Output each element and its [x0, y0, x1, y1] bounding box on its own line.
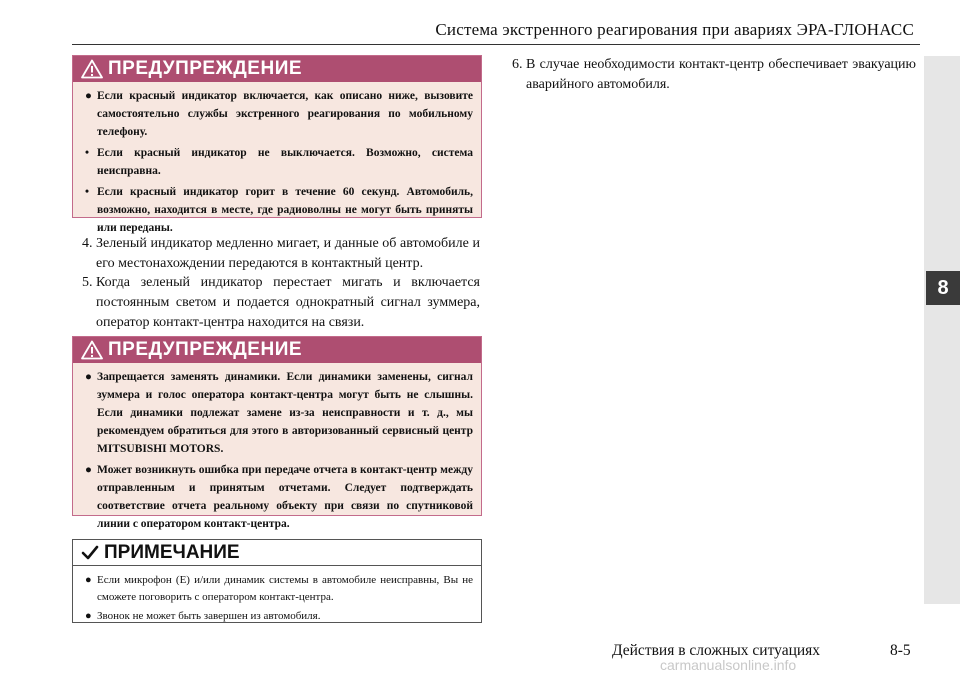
warning-box-body — [73, 363, 481, 540]
step-6 — [512, 55, 916, 95]
bullet-marker: ● — [85, 90, 92, 102]
bullet-marker: ● — [85, 574, 92, 586]
note-item — [83, 608, 473, 625]
warning-item-text: Если красный индикатор не выключается. Возможно, система неисправна. — [97, 147, 473, 177]
note-box-header — [73, 540, 481, 566]
warning-item — [83, 144, 473, 180]
warning-box-title: ПРЕДУПРЕЖДЕНИЕ — [108, 58, 303, 79]
header-divider — [72, 44, 920, 45]
note-item-text: Если микрофон (E) и/или динамик системы в автомобиле неисправны, Вы не сможете поговорить с оператором контакт-центра. — [97, 574, 473, 603]
warning-box-header — [73, 56, 481, 82]
warning-triangle-icon — [81, 340, 103, 360]
chapter-tab[interactable]: 8 — [926, 271, 960, 305]
bullet-marker: • — [85, 147, 90, 159]
step-5 — [82, 273, 480, 333]
step-4 — [82, 234, 480, 274]
bullet-marker: • — [85, 186, 90, 198]
step-text: В случае необходимости контакт-центр обеспечивает эвакуацию аварийного автомобиля. — [526, 57, 916, 92]
warning-box-1 — [72, 55, 482, 234]
step-text: Зеленый индикатор медленно мигает, и данные об автомобиле и его местонахождении передаются в контактный центр. — [96, 236, 480, 271]
note-box-body — [73, 566, 481, 631]
page-header-title: Система экстренного реагирования при авариях ЭРА-ГЛОНАСС — [435, 20, 914, 39]
chapter-side-strip — [924, 56, 960, 604]
warning-item-text: Если красный индикатор включается, как описано ниже, вызовите самостоятельно службы экстренного реагирования по мобильному телефону. — [97, 90, 473, 138]
note-item — [83, 572, 473, 606]
step-number: 4. — [82, 236, 93, 251]
note-box — [72, 539, 482, 623]
warning-box-2 — [72, 336, 482, 530]
warning-box-title: ПРЕДУПРЕЖДЕНИЕ — [108, 339, 303, 360]
warning-item — [83, 461, 473, 533]
step-text: Когда зеленый индикатор перестает мигать и включается постоянным светом и подается однократный сигнал зуммера, оператор контакт-центра находится на связи. — [96, 275, 480, 330]
bullet-marker: ● — [85, 610, 92, 622]
warning-item — [83, 183, 473, 237]
checkmark-icon — [81, 545, 99, 561]
warning-box-body — [73, 82, 481, 244]
warning-box-header — [73, 337, 481, 363]
step-number: 6. — [512, 57, 523, 72]
warning-item-text: Запрещается заменять динамики. Если динамики заменены, сигнал зуммера и голос оператора контакт-центра могут быть не слышны. Если динамики подлежат замене из-за неисправности и т. д., мы рекомендуем обратиться для этого в авторизованный сервисный центр MITSUBISHI MOTORS. — [97, 371, 473, 455]
warning-item-text: Может возникнуть ошибка при передаче отчета в контакт-центр между отправленным и принятым отчетами. Следует подтверждать соответствие отчета реальному объекту при связи по спутниковой линии с оператором контакт-центра. — [97, 464, 473, 530]
step-number: 5. — [82, 275, 93, 290]
footer-section-title: Действия в сложных ситуациях — [612, 642, 821, 659]
watermark: carmanualsonline.info — [660, 657, 797, 673]
warning-triangle-icon — [81, 59, 103, 79]
bullet-marker: ● — [85, 464, 92, 476]
note-item-text: Звонок не может быть завершен из автомобиля. — [97, 610, 321, 622]
footer-page-number: 8-5 — [890, 642, 911, 659]
note-box-title: ПРИМЕЧАНИЕ — [104, 541, 240, 563]
warning-item — [83, 368, 473, 458]
warning-item-text: Если красный индикатор горит в течение 60 секунд. Автомобиль, возможно, находится в месте, где радиоволны не могут быть приняты или переданы. — [97, 186, 473, 234]
bullet-marker: ● — [85, 371, 92, 383]
warning-item — [83, 87, 473, 141]
